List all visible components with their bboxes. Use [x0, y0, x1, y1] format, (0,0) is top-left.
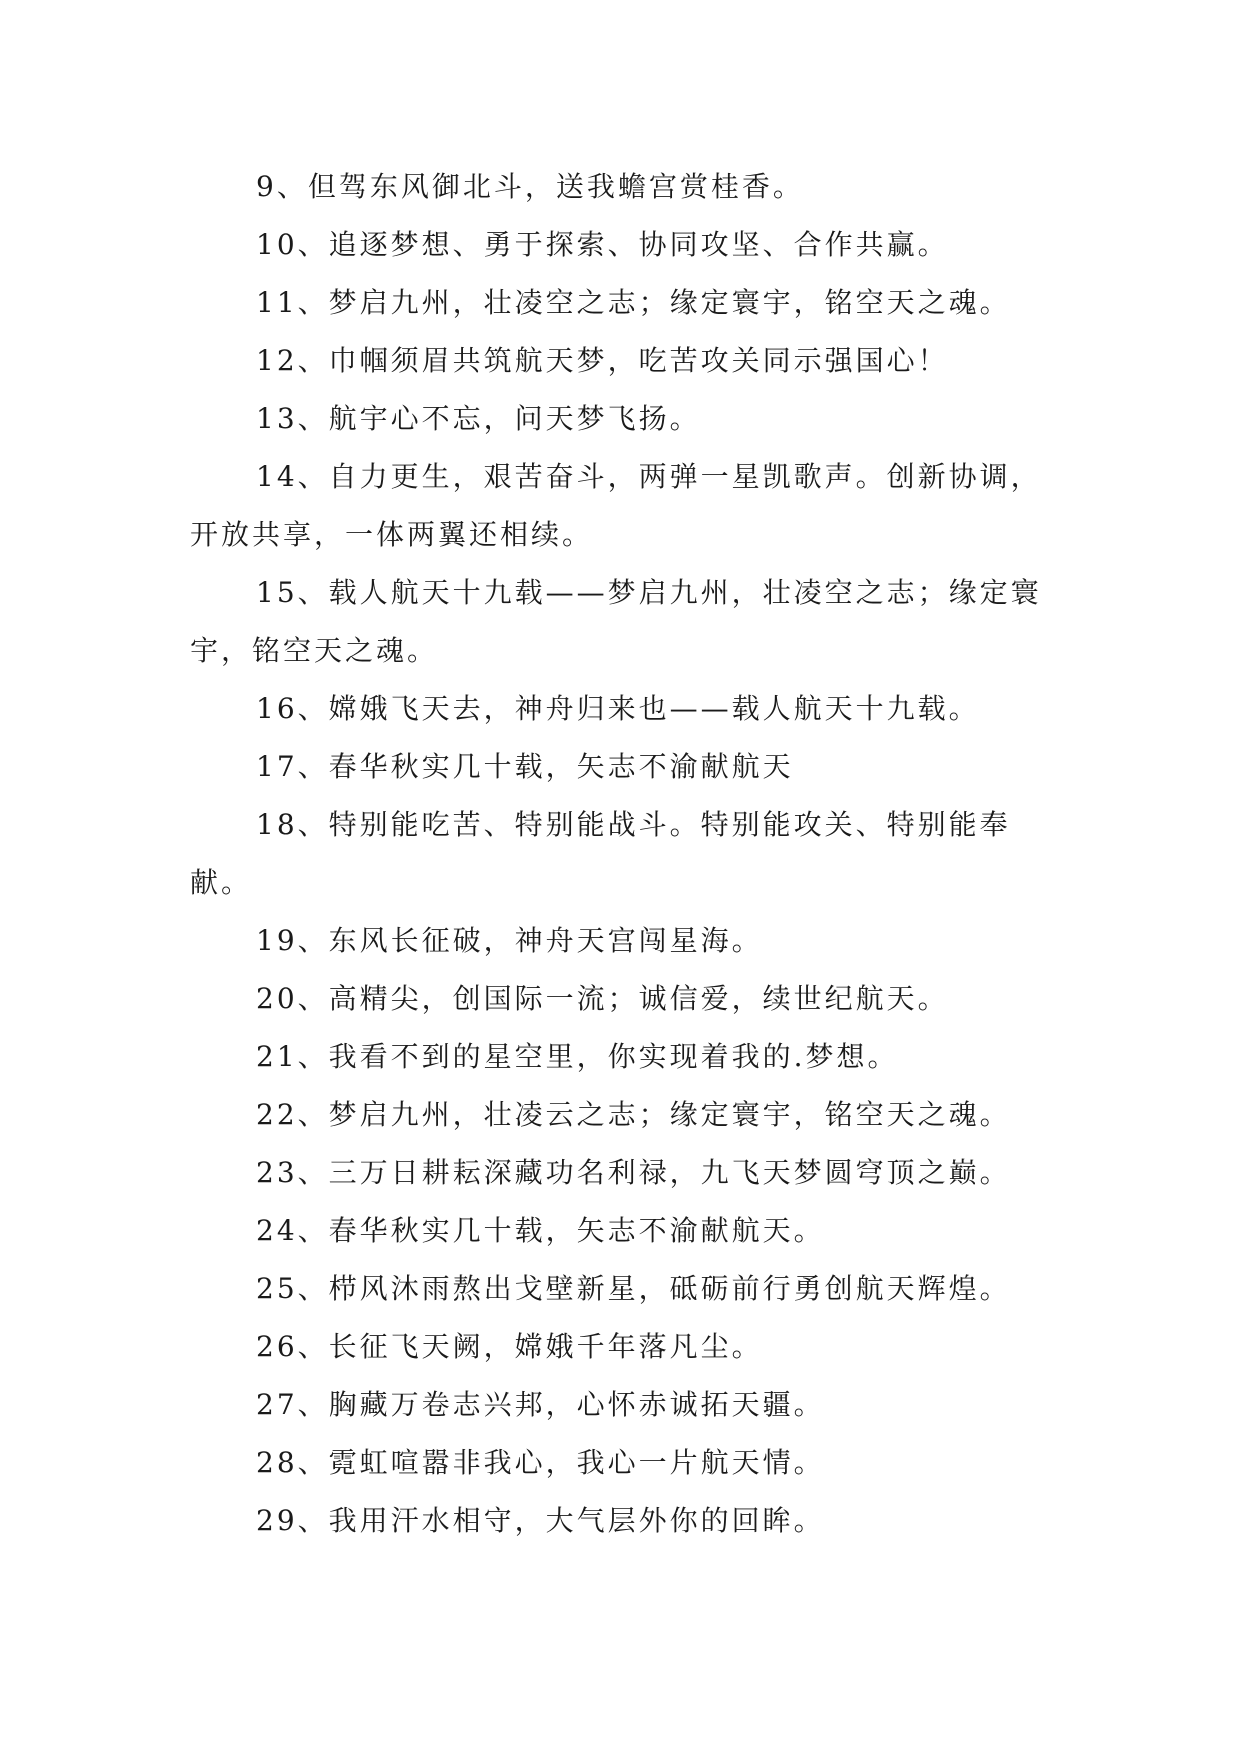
list-item: 23、三万日耕耘深藏功名利禄，九飞天梦圆穹顶之巅。 — [256, 1156, 1011, 1189]
list-item: 16、嫦娥飞天去，神舟归来也——载人航天十九载。 — [256, 692, 980, 725]
list-item: 22、梦启九州，壮凌云之志；缘定寰宇，铭空天之魂。 — [256, 1098, 1011, 1131]
list-item: 13、航宇心不忘，问天梦飞扬。 — [256, 402, 701, 435]
list-item: 12、巾帼须眉共筑航天梦，吃苦攻关同示强国心！ — [256, 344, 949, 377]
list-item: 17、春华秋实几十载，矢志不渝献航天 — [256, 750, 794, 783]
list-item: 15、载人航天十九载——梦启九州，壮凌空之志；缘定寰宇，铭空天之魂。 — [190, 576, 1042, 667]
list-item: 24、春华秋实几十载，矢志不渝献航天。 — [256, 1214, 825, 1247]
list-item: 28、霓虹喧嚣非我心，我心一片航天情。 — [256, 1446, 825, 1479]
document-body — [190, 158, 1070, 1550]
list-item: 9、但驾东风御北斗，送我蟾宫赏桂香。 — [256, 170, 804, 203]
list-item: 18、特别能吃苦、特别能战斗。特别能攻关、特别能奉献。 — [190, 808, 1011, 899]
list-item: 21、我看不到的星空里，你实现着我的.梦想。 — [256, 1040, 899, 1073]
list-item: 19、东风长征破，神舟天宫闯星海。 — [256, 924, 763, 957]
list-item: 20、高精尖，创国际一流；诚信爱，续世纪航天。 — [256, 982, 949, 1015]
list-item: 10、追逐梦想、勇于探索、协同攻坚、合作共赢。 — [256, 228, 949, 261]
list-item: 11、梦启九州，壮凌空之志；缘定寰宇，铭空天之魂。 — [256, 286, 1011, 319]
list-item: 27、胸藏万卷志兴邦，心怀赤诚拓天疆。 — [256, 1388, 825, 1421]
list-item: 25、栉风沐雨熬出戈壁新星，砥砺前行勇创航天辉煌。 — [256, 1272, 1011, 1305]
list-item: 14、自力更生，艰苦奋斗，两弹一星凯歌声。创新协调，开放共享，一体两翼还相续。 — [190, 460, 1042, 551]
list-item: 29、我用汗水相守，大气层外你的回眸。 — [256, 1504, 825, 1537]
list-item: 26、长征飞天阙，嫦娥千年落凡尘。 — [256, 1330, 763, 1363]
